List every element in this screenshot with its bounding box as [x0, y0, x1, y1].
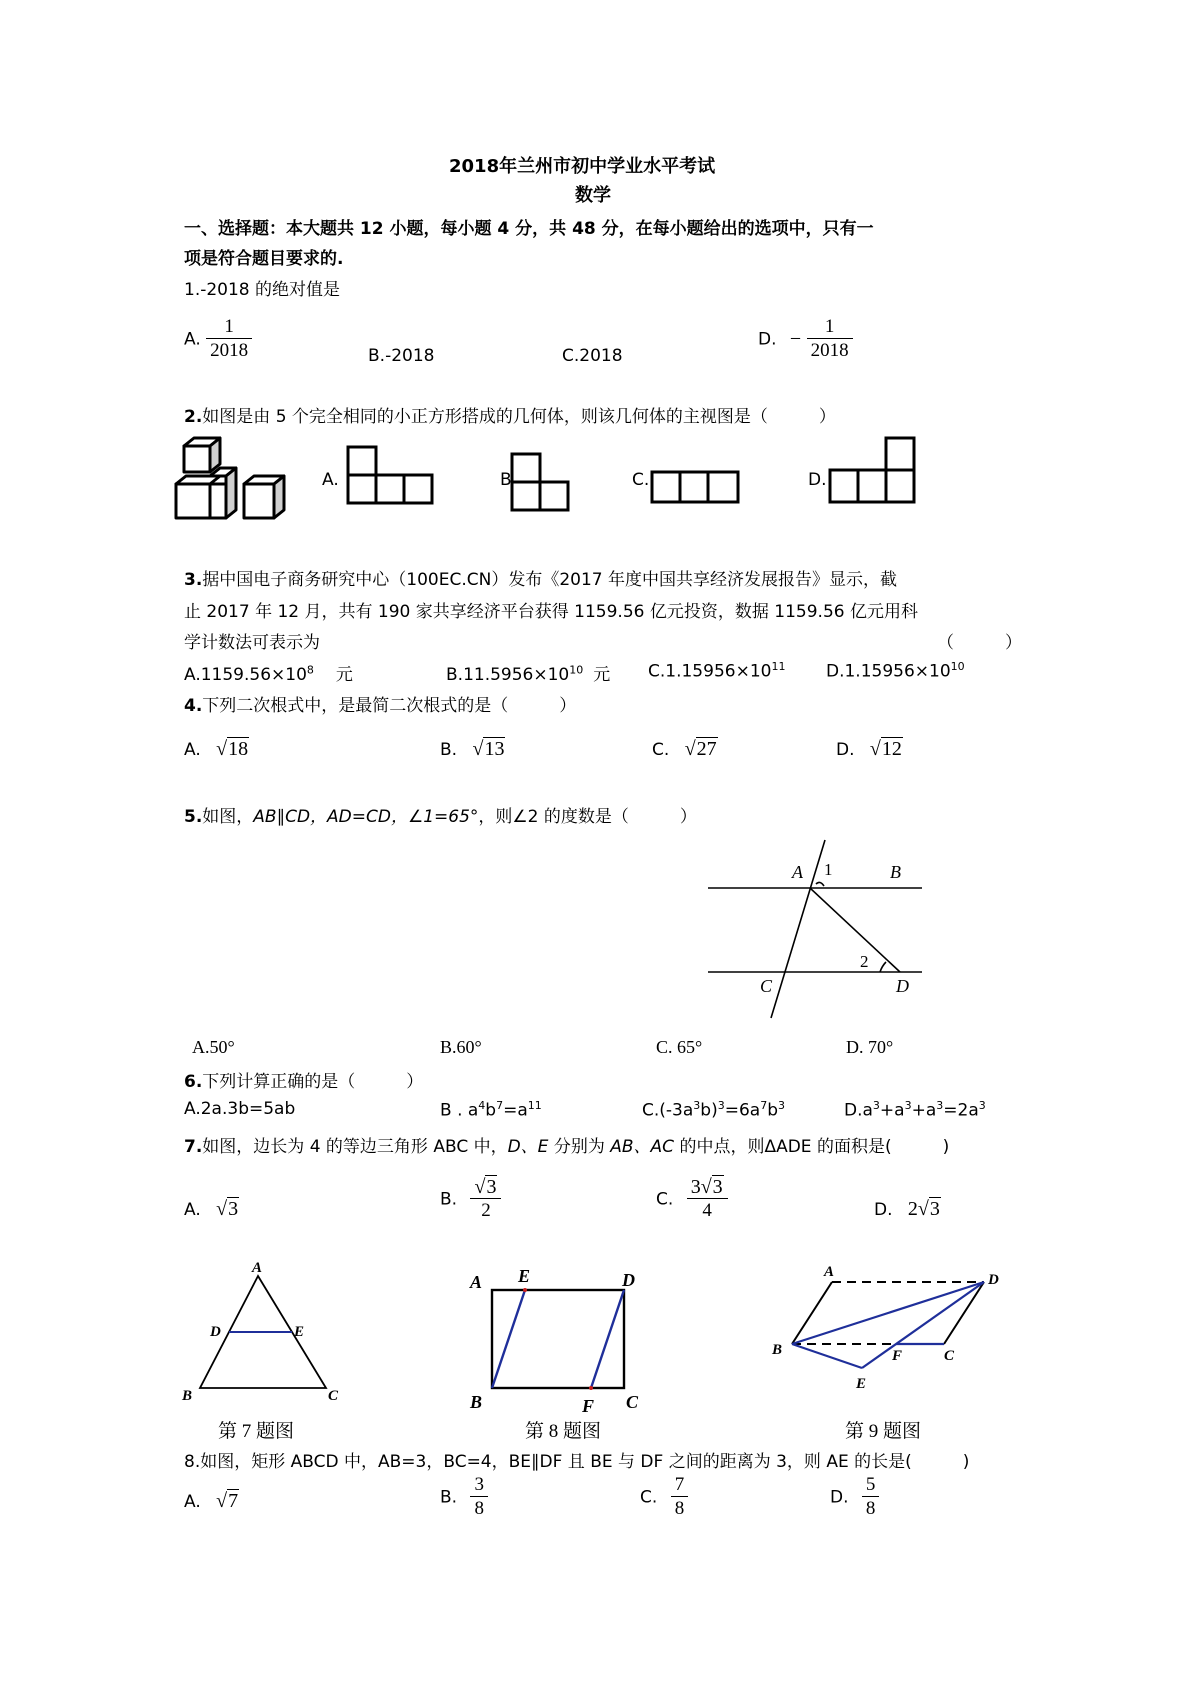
q6-text: 下列计算正确的是（ ）: [202, 1072, 424, 1092]
q8-b-label: B.: [440, 1487, 458, 1508]
q4-option-c: [652, 738, 718, 761]
q2-cube-bottom-mid: [210, 484, 226, 518]
q4-c-label: C.: [652, 740, 670, 760]
q8-b-num: 3: [474, 1474, 484, 1495]
q5-text-pre: 如图，: [202, 807, 254, 827]
q7-b-label: B.: [440, 1189, 458, 1210]
q6-d-exp4: 3: [978, 1099, 986, 1112]
q6-option-a: A.2a.3b=5ab: [184, 1099, 296, 1119]
q8-c-label: C.: [640, 1487, 658, 1508]
q8-d-fraction: [862, 1474, 880, 1521]
q3-option-b: [446, 660, 610, 685]
fig8-rectangle: [470, 1262, 650, 1416]
q7-c-coef: 3: [690, 1176, 701, 1198]
q7-c-fraction: [687, 1176, 728, 1223]
q4-option-d: [836, 738, 903, 761]
fig8-segment-be: [492, 1290, 525, 1388]
q2-option-c-label: C.: [632, 470, 650, 490]
q8-d-label: D.: [830, 1487, 849, 1508]
q3-c-exp: 11: [771, 660, 786, 673]
q8-c-fraction: [671, 1474, 689, 1521]
q5-label-angle2: 2: [860, 952, 869, 971]
q4-b-label: B.: [440, 740, 458, 760]
q5-option-a: A.50°: [192, 1037, 235, 1057]
q2-option-d-label: D.: [808, 470, 827, 490]
q3-line3: 学计数法可表示为: [184, 633, 320, 653]
fig9-edge-ab: [792, 1282, 832, 1344]
q4-stem: [184, 691, 576, 716]
q3-b-base: B.11.5956×10: [446, 665, 570, 685]
q7-option-b: [440, 1176, 501, 1223]
q6-option-b: [440, 1099, 542, 1121]
q6-b-part1: B . a: [440, 1100, 479, 1121]
q7-b-radicand: 3: [486, 1176, 497, 1198]
q8-b-fraction: [470, 1474, 488, 1521]
q7-text-abac: AB、AC: [610, 1137, 675, 1157]
fig8-label-a: A: [470, 1272, 483, 1292]
q7-c-num: 3√3: [690, 1176, 723, 1198]
q4-d-radicand: 12: [881, 738, 902, 760]
q6-c-part4: b: [767, 1100, 778, 1121]
q7-text-mid: 分别为: [548, 1137, 611, 1157]
q5-label-angle1: 1: [824, 860, 833, 879]
q6-c-part2: b): [700, 1100, 718, 1121]
q1-d-den: 2018: [807, 338, 853, 363]
q6-stem: [184, 1067, 423, 1092]
q6-number: 6.: [184, 1072, 203, 1092]
q1-option-c: C.2018: [562, 346, 623, 366]
q3-option-a: [184, 660, 353, 685]
q1-a-fraction: [206, 316, 252, 363]
fig8-rect-abcd: [492, 1290, 624, 1388]
q5-stem: [184, 802, 697, 827]
q3-b-unit: 元: [593, 665, 611, 685]
q8-option-b: [440, 1474, 488, 1521]
fig7-label-e: E: [294, 1324, 305, 1340]
exam-title: 2018年兰州市初中学业水平考试: [449, 156, 716, 177]
q1-d-num: 1: [824, 316, 835, 337]
fig8-segment-df: [591, 1290, 624, 1388]
q8-a-radicand: 7: [228, 1490, 239, 1512]
q1-a-label: A.: [184, 329, 201, 350]
q2-cube-bottom-right: [244, 484, 274, 518]
q7-c-label: C.: [656, 1189, 674, 1210]
q2-cube-top: [184, 446, 210, 472]
fig9-parallelogram: [768, 1262, 1008, 1402]
fig9-label-e: E: [856, 1376, 867, 1392]
q5-angle2-arc: [880, 962, 886, 972]
fig8-label-b: B: [470, 1392, 483, 1412]
q7-d-radical: 2√3: [907, 1198, 940, 1220]
q6-b-part2: b: [485, 1100, 497, 1121]
fig7-label-c: C: [328, 1388, 339, 1404]
q3-c-base: C.1.15956×10: [648, 661, 772, 682]
q5-label-d: D: [896, 976, 909, 996]
q8-option-a: [184, 1490, 239, 1513]
q6-c-exp3: 7: [760, 1099, 768, 1112]
q6-b-exp1: 4: [478, 1099, 486, 1112]
q7-a-label: A.: [184, 1200, 201, 1220]
q7-d-label: D.: [874, 1200, 893, 1220]
q6-d-part1: D.a: [844, 1100, 873, 1121]
q8-d-den: 8: [862, 1496, 880, 1521]
fig8-label-d: D: [622, 1270, 635, 1290]
q8-option-c: [640, 1474, 688, 1521]
q7-option-d: [874, 1198, 941, 1221]
q7-b-den: 2: [470, 1198, 501, 1223]
q7-a-radicand: 3: [228, 1198, 239, 1220]
q6-option-c: [642, 1099, 785, 1121]
fig7-label-d: D: [210, 1324, 221, 1340]
q4-d-label: D.: [836, 740, 855, 760]
q5-text-post: ，则∠2 的度数是（ ）: [478, 807, 697, 827]
q4-b-radicand: 13: [484, 738, 505, 760]
q6-c-exp4: 3: [778, 1099, 785, 1112]
fig9-segment-be: [792, 1344, 862, 1368]
q8-option-d: [830, 1474, 879, 1521]
q3-option-d: [826, 660, 965, 682]
fig8-point-e: [523, 1288, 527, 1292]
subject-title: 数学: [575, 185, 611, 206]
q6-option-d: [844, 1099, 986, 1121]
q6-d-exp2: 3: [904, 1099, 912, 1112]
q5-option-d: D. 70°: [846, 1037, 894, 1057]
q7-text-post: 的中点，则ΔADE 的面积是( ): [674, 1137, 950, 1157]
fig9-segment-ed: [862, 1282, 984, 1368]
q3-option-c: [648, 660, 785, 682]
fig7-triangle: [178, 1258, 348, 1408]
q5-figure: [700, 840, 940, 1020]
q7-option-a: [184, 1198, 239, 1221]
q6-c-part1: C.(-3a: [642, 1100, 694, 1121]
q1-a-num: 1: [224, 316, 234, 337]
q1-option-a: [184, 316, 252, 363]
fig8-caption: 第 8 题图: [525, 1421, 602, 1442]
q7-text-de: D、E: [507, 1137, 549, 1157]
q3-a-exp: 8: [306, 663, 314, 677]
q2-stem: [184, 402, 836, 427]
fig9-caption: 第 9 题图: [845, 1421, 922, 1442]
q5-angle1-arc: [816, 882, 824, 886]
q7-c-radicand: 3: [712, 1176, 723, 1198]
q1-d-label: D.: [758, 329, 777, 350]
q8-a-label: A.: [184, 1492, 201, 1512]
q8-b-den: 8: [470, 1496, 488, 1521]
q3-d-base: D.1.15956×10: [826, 661, 951, 682]
q6-d-part3: +a: [911, 1100, 937, 1121]
q5-text-math: AB∥CD，AD=CD，∠1=65°: [253, 807, 479, 827]
fig7-label-b: B: [182, 1388, 193, 1404]
q6-c-part3: =6a: [724, 1100, 761, 1121]
q4-c-radical: √27: [684, 738, 717, 760]
q5-label-a: A: [792, 862, 803, 882]
q1-option-b: B.-2018: [368, 346, 435, 366]
q6-d-exp1: 3: [872, 1099, 880, 1112]
q6-d-part2: +a: [879, 1100, 905, 1121]
q2-text: 如图是由 5 个完全相同的小正方形搭成的几何体，则该几何体的主视图是（ ）: [202, 407, 836, 427]
q3-number: 3.: [184, 570, 203, 590]
q5-option-c: C. 65°: [656, 1037, 703, 1057]
q2-number: 2.: [184, 407, 203, 427]
fig9-edge-dc: [944, 1282, 984, 1344]
q2-cube-figure: [170, 434, 300, 524]
q2-option-b-figure: [510, 452, 574, 514]
q2-option-b-label: B: [500, 470, 512, 490]
q4-a-radical: √18: [216, 738, 249, 760]
q5-number: 5.: [184, 807, 203, 827]
q7-a-radical: √3: [216, 1198, 239, 1220]
q1-d-sign: −: [789, 327, 802, 350]
q2-option-a-figure: [346, 445, 436, 507]
q7-stem: [184, 1132, 949, 1157]
q2-cube-mid-side: [226, 468, 236, 518]
q1-stem: 1.-2018 的绝对值是: [184, 280, 341, 300]
fig9-label-c: C: [944, 1348, 955, 1364]
q4-option-b: [440, 738, 505, 761]
q8-c-den: 8: [671, 1496, 689, 1521]
fig9-label-b: B: [772, 1342, 783, 1358]
q6-d-part4: =2a: [943, 1100, 979, 1121]
q3-a-base: A.1159.56×10: [184, 665, 307, 685]
q7-d-coef: 2: [907, 1198, 918, 1220]
q2-option-a-label: A.: [322, 470, 339, 490]
q4-a-label: A.: [184, 740, 201, 760]
section-heading-line1: 一、选择题：本大题共 12 小题，每小题 4 分，共 48 分，在每小题给出的选项中，只有一: [184, 219, 874, 239]
fig7-caption: 第 7 题图: [218, 1421, 295, 1442]
section-heading-line2: 项是符合题目要求的.: [184, 249, 344, 269]
q7-c-den: 4: [687, 1198, 728, 1223]
q4-c-radicand: 27: [696, 738, 717, 760]
fig9-diagonal-bd: [792, 1282, 984, 1344]
q3-answer-paren: （ ）: [937, 633, 1022, 653]
fig9-label-f: F: [892, 1348, 903, 1364]
q5-line-ad: [810, 888, 900, 972]
q7-number: 7.: [184, 1137, 203, 1157]
q7-b-num: √3: [474, 1176, 497, 1198]
q3-d-exp: 10: [950, 660, 965, 673]
q4-a-radicand: 18: [228, 738, 249, 760]
q6-b-exp3: 11: [527, 1099, 542, 1112]
q5-option-b: B.60°: [440, 1037, 482, 1057]
fig7-label-a: A: [252, 1260, 263, 1276]
q5-label-b: B: [890, 862, 901, 882]
q8-d-num: 5: [865, 1474, 876, 1495]
fig8-point-f: [589, 1386, 593, 1390]
q2-option-c-figure: [650, 470, 742, 506]
q8-a-radical: √7: [216, 1490, 239, 1512]
q4-number: 4.: [184, 696, 203, 716]
fig8-label-f: F: [582, 1396, 595, 1416]
q7-b-fraction: [470, 1176, 501, 1223]
q3-a-unit: 元: [335, 665, 353, 685]
q2-cube-bottom-left: [176, 484, 210, 518]
q4-text: 下列二次根式中，是最简二次根式的是（ ）: [202, 696, 577, 716]
q6-c-exp2: 3: [717, 1099, 725, 1112]
q8-c-num: 7: [674, 1474, 685, 1495]
q3-b-exp: 10: [569, 663, 584, 677]
q7-text-pre: 如图，边长为 4 的等边三角形 ABC 中，: [202, 1137, 508, 1157]
q8-stem: 8.如图，矩形 ABCD 中，AB=3，BC=4，BE∥DF 且 BE 与 DF 之间的距离为 3，则 AE 的长是( ): [184, 1452, 970, 1472]
q5-label-c: C: [760, 976, 773, 996]
q3-text-line1: 据中国电子商务研究中心（100EC.CN）发布《2017 年度中国共享经济发展报告》显示，截: [202, 570, 898, 590]
q2-cube-right-side: [274, 476, 284, 518]
q6-d-exp3: 3: [936, 1099, 944, 1112]
q7-d-radicand: 3: [929, 1198, 940, 1220]
q2-option-d-figure: [828, 436, 920, 506]
q6-b-part3: =a: [503, 1100, 528, 1121]
q2-cube-top-side: [210, 438, 220, 472]
fig9-label-d: D: [988, 1272, 999, 1288]
q3-line1: [184, 565, 897, 590]
q6-c-exp1: 3: [693, 1099, 701, 1112]
q1-d-fraction: [807, 316, 853, 363]
q4-b-radical: √13: [472, 738, 505, 760]
fig9-label-a: A: [824, 1264, 835, 1280]
q7-option-c: [656, 1176, 728, 1223]
q3-line2: 止 2017 年 12 月，共有 190 家共享经济平台获得 1159.56 亿元投资，数据 1159.56 亿元用科: [184, 602, 918, 622]
q4-d-radical: √12: [869, 738, 902, 760]
q1-option-d: [758, 316, 853, 363]
fig8-label-c: C: [626, 1392, 639, 1412]
q6-b-exp2: 7: [496, 1099, 504, 1112]
q4-option-a: [184, 738, 249, 761]
q1-a-den: 2018: [206, 338, 252, 363]
fig8-label-e: E: [518, 1266, 531, 1286]
